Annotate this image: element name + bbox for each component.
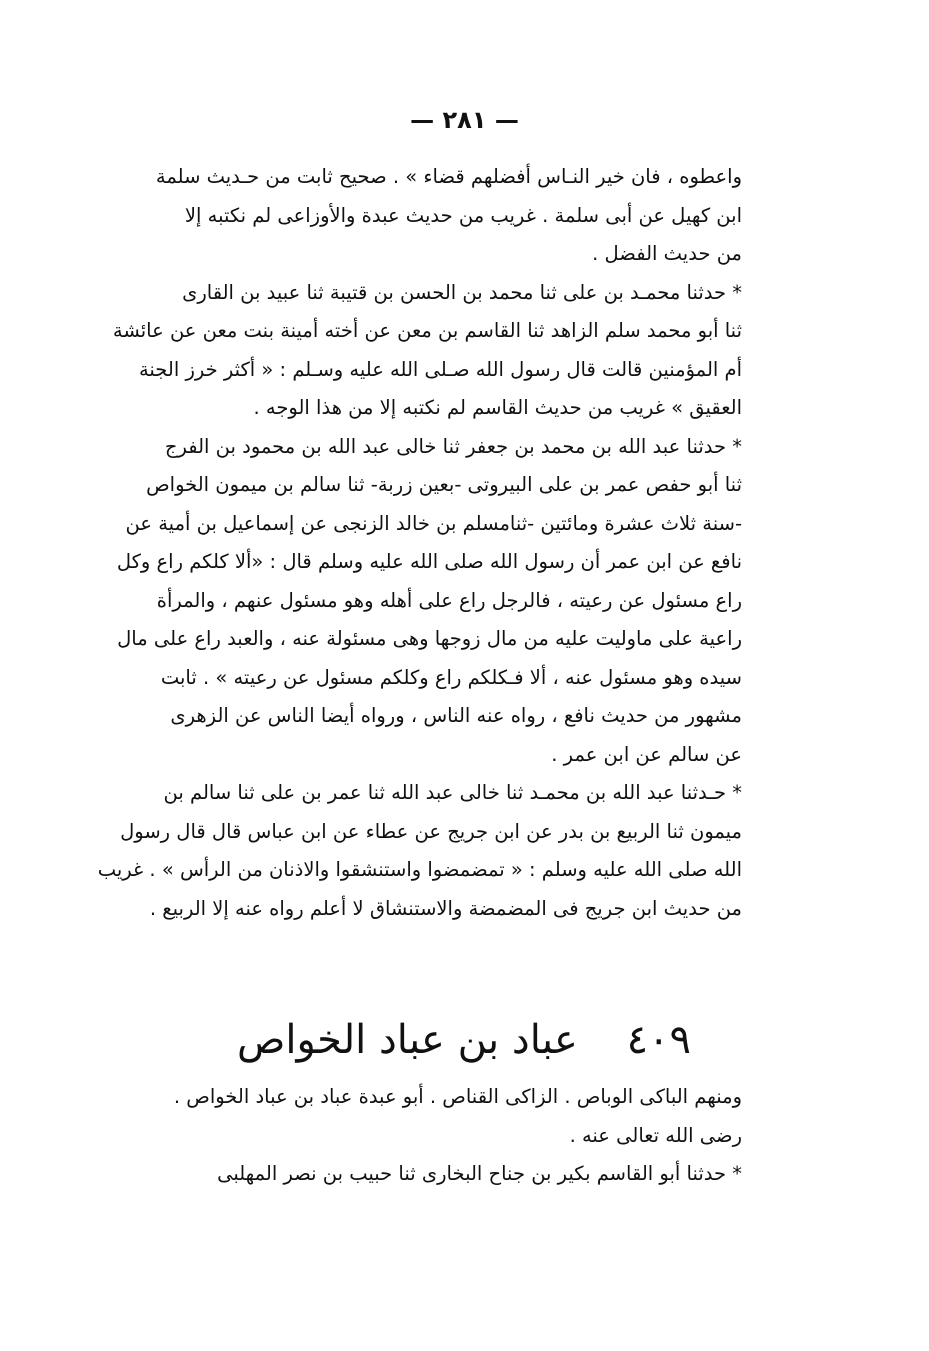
page-number: — ٢٨١ —: [410, 106, 519, 134]
text-line: ومنهم الباكى الوباص . الزاكى القناص . أبو عبدة عباد بن عباد الخواص .: [173, 1085, 742, 1108]
text-line: واعطوه ، فان خير النـاس أفضلهم قضاء » . صحيح ثابت من حـديث سلمة: [155, 165, 742, 188]
main-text: [97, 158, 742, 928]
text-line: من حديث ابن جريج فى المضمضة والاستنشاق لا أعلم رواه عنه إلا الربيع .: [149, 896, 742, 920]
text-line: * حدثنا محمـد بن على ثنا محمد بن الحسن بن قتيبة ثنا عبيد بن القارى: [182, 280, 742, 304]
section-number: ٤٠٩: [626, 1017, 692, 1063]
section-text: [173, 1078, 742, 1194]
text-line: عن سالم عن ابن عمر .: [551, 742, 742, 766]
text-line: العقيق » غريب من حديث القاسم لم نكتبه إلا من هذا الوجه .: [253, 396, 742, 419]
text-line: -سنة ثلاث عشرة ومائتين -ثنامسلم بن خالد الزنجى عن إسماعيل بن أمية عن: [125, 511, 742, 535]
text-line: نافع عن ابن عمر أن رسول الله صلى الله عليه وسلم قال : «ألا كلكم راع وكل: [116, 550, 742, 573]
text-line: راعية على ماوليت عليه من مال زوجها وهى مسئولة عنه ، والعبد راع على مال: [117, 627, 742, 650]
text-line: * حدثنا عبد الله بن محمد بن جعفر ثنا خالى عبد الله بن محمود بن الفرج: [164, 434, 742, 458]
text-line: مشهور من حديث نافع ، رواه عنه الناس ، ورواه أيضا الناس عن الزهرى: [170, 704, 742, 727]
section-title: عباد بن عباد الخواص: [236, 1017, 578, 1063]
text-line: الله صلى الله عليه وسلم : « تمضمضوا واستنشقوا والاذنان من الرأس » . غريب: [97, 858, 742, 881]
text-line: * حـدثنا عبد الله بن محمـد ثنا خالى عبد الله ثنا عمر بن على ثنا سالم بن: [163, 781, 742, 804]
text-line: ميمون ثنا الربيع بن بدر عن ابن جريج عن عطاء عن ابن عباس قال قال رسول: [120, 819, 742, 843]
text-line: ابن كهيل عن أبى سلمة . غريب من حديث عبدة والأوزاعى لم نكتبه إلا: [184, 203, 742, 227]
text-line: * حدثنا أبو القاسم بكير بن جناح البخارى ثنا حبيب بن نصر المهلبى: [217, 1162, 742, 1185]
text-line: سيده وهو مسئول عنه ، ألا فـكلكم راع وكلكم مسئول عن رعيته » . ثابت: [160, 665, 742, 689]
text-line: راع مسئول عن رعيته ، فالرجل راع على أهله وهو مسئول عنهم ، والمرأة: [156, 588, 742, 612]
text-line: رضى الله تعالى عنه .: [569, 1123, 742, 1147]
text-line: أم المؤمنين قالت قال رسول الله صـلى الله عليه وسـلم : « أكثر خرز الجنة: [138, 357, 742, 381]
section-heading: [186, 1010, 742, 1070]
text-line: ثنا أبو محمد سلم الزاهد ثنا القاسم بن معن عن أخته أمينة بنت معن عن عائشة: [112, 319, 742, 342]
text-line: من حديث الفضل .: [592, 242, 742, 265]
text-line: ثنا أبو حفص عمر بن على البيروتى -بعين زربة- ثنا سالم بن ميمون الخواص: [146, 473, 742, 496]
